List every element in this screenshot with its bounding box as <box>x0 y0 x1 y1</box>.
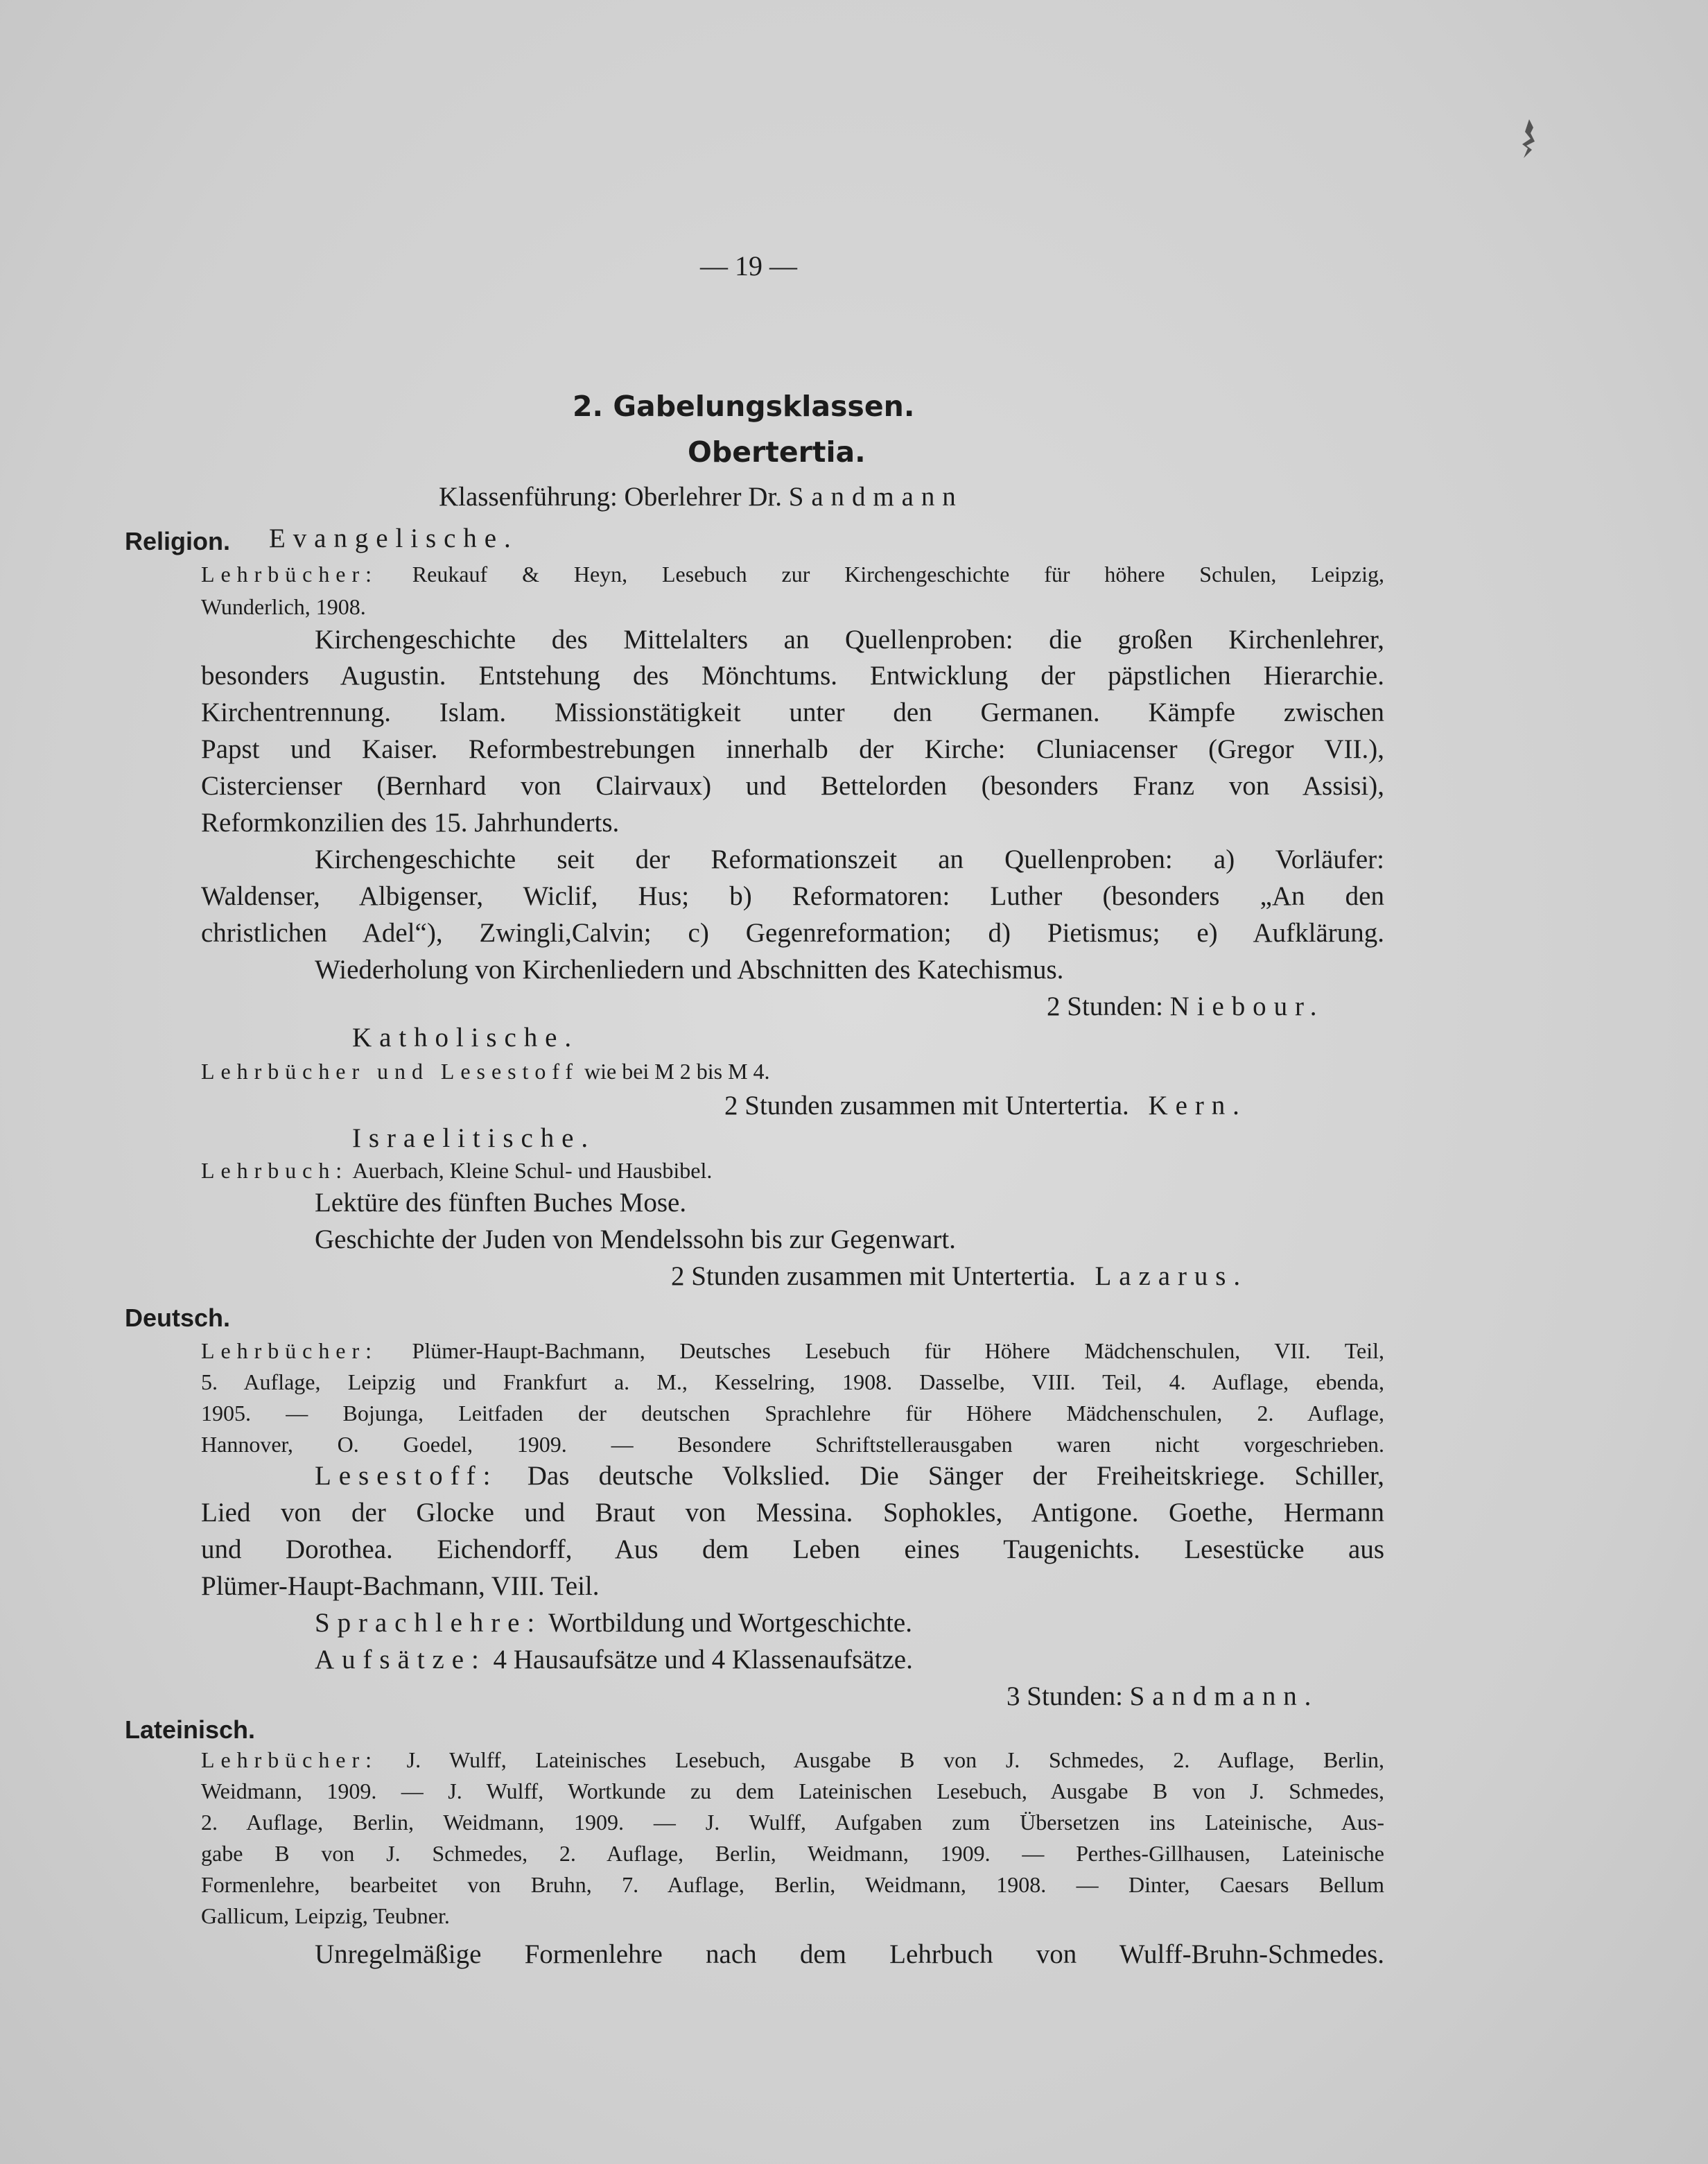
deutsch-sprachlehre: Wortbildung und Wortgeschichte. <box>548 1608 912 1638</box>
class-lead-label: Klassenführung <box>439 482 610 512</box>
deutsch-aufsaetze-label: Aufsätze: <box>315 1645 487 1674</box>
katholisch-books-label: Lehrbücher und Lesestoff <box>201 1059 579 1084</box>
israelitisch-line: Lektüre des fünften Buches Mose. <box>315 1188 687 1218</box>
evangelisch-p2-line: Waldenser, Albigenser, Wiclif, Hus; b) Reformatoren: Luther (besonders „An den <box>201 881 1384 911</box>
deutsch-lesestoff-label: Lesestoff: <box>315 1461 498 1491</box>
evangelisch-p1-line: Reformkonzilien des 15. Jahrhunderts. <box>201 808 620 838</box>
evangelisch-p1-line: besonders Augustin. Entstehung des Mönchtums. Entwicklung der päpstlichen Hierarchie. <box>201 661 1384 691</box>
deutsch-lesestoff-line: und Dorothea. Eichendorff, Aus dem Leben eines Taugenichts. Lesestücke aus <box>201 1534 1384 1564</box>
class-title: Obertertia. <box>688 435 866 469</box>
deutsch-lesestoff-line: Plümer-Haupt-Bachmann, VIII. Teil. <box>201 1571 600 1601</box>
deutsch-heading: Deutsch. <box>125 1304 231 1332</box>
deutsch-hours: 3 Stunden: <box>1007 1681 1123 1711</box>
deutsch-sprachlehre-label: Sprachlehre: <box>315 1608 543 1638</box>
israelitisch-books: Auerbach, Kleine Schul- und Hausbibel. <box>352 1158 713 1183</box>
katholisch-teacher: Kern. <box>1148 1091 1247 1120</box>
katholisch-books: wie bei M 2 bis M 4. <box>584 1059 770 1084</box>
latein-books-line-1 <box>201 1747 1384 1773</box>
class-lead-name: Sandmann <box>788 482 964 512</box>
evangelisch-p2-line: Kirchengeschichte seit der Reformationszeit an Quellenproben: a) Vorläufer: <box>315 845 1384 874</box>
deutsch-aufsaetze-line <box>315 1644 913 1675</box>
deutsch-lesestoff-line: Lied von der Glocke und Braut von Messina. Sophokles, Antigone. Goethe, Hermann <box>201 1498 1384 1527</box>
israelitisch-teacher: Lazarus. <box>1095 1261 1248 1291</box>
latein-books-line: 2. Auflage, Berlin, Weidmann, 1909. — J. Wulff, Aufgaben zum Übersetzen ins Lateinische, Aus- <box>201 1810 1384 1835</box>
evangelisch-p1-line: Cistercienser (Bernhard von Clairvaux) und Bettelorden (besonders Franz von Assisi), <box>201 771 1384 801</box>
evangelisch-books-line-2: Wunderlich, 1908. <box>201 594 366 619</box>
israelitisch-books-line <box>201 1158 712 1184</box>
evangelisch-p1-line: Kirchentrennung. Islam. Missionstätigkeit unter den Germanen. Kämpfe zwischen <box>201 698 1384 727</box>
evangelisch-p3: Wiederholung von Kirchenliedern und Abschnitten des Katechismus. <box>315 955 1064 985</box>
deutsch-books-line-1 <box>201 1338 1384 1364</box>
deutsch-books-line: 5. Auflage, Leipzig und Frankfurt a. M., Kesselring, 1908. Dasselbe, VIII. Teil, 4. Auflage, ebenda, <box>201 1369 1384 1394</box>
latein-books-text-1: J. Wulff, Lateinisches Lesebuch, Ausgabe B von J. Schmedes, 2. Auflage, Berlin, <box>406 1747 1385 1772</box>
katholisch-hours: 2 Stunden zusammen mit Untertertia. <box>724 1091 1129 1120</box>
evangelisch-title: Evangelische. <box>269 523 518 553</box>
latein-books-line: gabe B von J. Schmedes, 2. Auflage, Berlin, Weidmann, 1909. — Perthes-Gillhausen, Lateinische <box>201 1841 1384 1866</box>
israelitisch-hours: 2 Stunden zusammen mit Untertertia. <box>671 1261 1076 1291</box>
evangelisch-p2-line: christlichen Adel“), Zwingli,Calvin; c) Gegenreformation; d) Pietismus; e) Aufklärung. <box>201 918 1384 948</box>
evangelisch-teacher: Niebour. <box>1169 992 1325 1021</box>
page-number: — 19 — <box>700 250 797 282</box>
evangelisch-hours: 2 Stunden: <box>1047 992 1163 1021</box>
latein-heading: Lateinisch. <box>125 1715 256 1744</box>
religion-heading: Religion. <box>125 527 230 555</box>
israelitisch-title: Israelitische. <box>352 1123 596 1153</box>
deutsch-books-label: Lehrbücher: <box>201 1338 378 1363</box>
class-lead-line: Klassenführung: Oberlehrer Dr. Sandmann <box>439 482 964 512</box>
latein-books-line: Weidmann, 1909. — J. Wulff, Wortkunde zu dem Lateinischen Lesebuch, Ausgabe B von J. Schmedes, <box>201 1778 1384 1803</box>
evangelisch-books-label: Lehrbücher: <box>201 562 378 587</box>
class-lead-text: Oberlehrer Dr. <box>624 482 782 512</box>
israelitisch-books-label: Lehrbuch: <box>201 1158 349 1183</box>
latein-books-label: Lehrbücher: <box>201 1747 378 1772</box>
evangelisch-books-text-1: Reukauf & Heyn, Lesebuch zur Kirchengeschichte für höhere Schulen, Leipzig, <box>412 562 1385 587</box>
latein-books-line: Formenlehre, bearbeitet von Bruhn, 7. Auflage, Berlin, Weidmann, 1908. — Dinter, Caesars Bellum <box>201 1872 1384 1897</box>
deutsch-sprachlehre-line <box>315 1607 912 1638</box>
section-title: 2. Gabelungsklassen. <box>573 390 915 423</box>
deutsch-books-text-1: Plümer-Haupt-Bachmann, Deutsches Lesebuch für Höhere Mädchenschulen, VII. Teil, <box>412 1338 1385 1363</box>
deutsch-books-line: 1905. — Bojunga, Leitfaden der deutschen Sprachlehre für Höhere Mädchenschulen, 2. Auflage, <box>201 1401 1384 1426</box>
deutsch-lesestoff-line-1 <box>315 1460 1384 1491</box>
evangelisch-books-line-1 <box>201 562 1384 587</box>
deutsch-teacher: Sandmann. <box>1129 1681 1319 1711</box>
deutsch-aufsaetze: 4 Hausaufsätze und 4 Klassenaufsätze. <box>493 1645 913 1674</box>
evangelisch-p1-line: Papst und Kaiser. Reformbestrebungen innerhalb der Kirche: Cluniacenser (Gregor VII.), <box>201 734 1384 764</box>
katholisch-title: Katholische. <box>352 1023 580 1053</box>
deutsch-hours-line <box>1007 1681 1318 1712</box>
israelitisch-hours-line <box>671 1261 1248 1292</box>
latein-books-line: Gallicum, Leipzig, Teubner. <box>201 1903 450 1928</box>
evangelisch-p1-line: Kirchengeschichte des Mittelalters an Quellenproben: die großen Kirchenlehrer, <box>315 625 1384 655</box>
latein-last-line: Unregelmäßige Formenlehre nach dem Lehrbuch von Wulff-Bruhn-Schmedes. <box>315 1939 1384 1969</box>
deutsch-lesestoff-text-1: Das deutsche Volkslied. Die Sänger der Freiheitskriege. Schiller, <box>527 1461 1385 1491</box>
katholisch-hours-line <box>724 1090 1247 1121</box>
katholisch-books-line <box>201 1059 770 1084</box>
israelitisch-line: Geschichte der Juden von Mendelssohn bis zur Gegenwart. <box>315 1224 956 1254</box>
evangelisch-hours-line <box>1047 991 1324 1022</box>
ink-smudge-mark <box>1519 118 1540 159</box>
deutsch-books-line: Hannover, O. Goedel, 1909. — Besondere Schriftstellerausgaben waren nicht vorgeschrieben. <box>201 1432 1384 1457</box>
